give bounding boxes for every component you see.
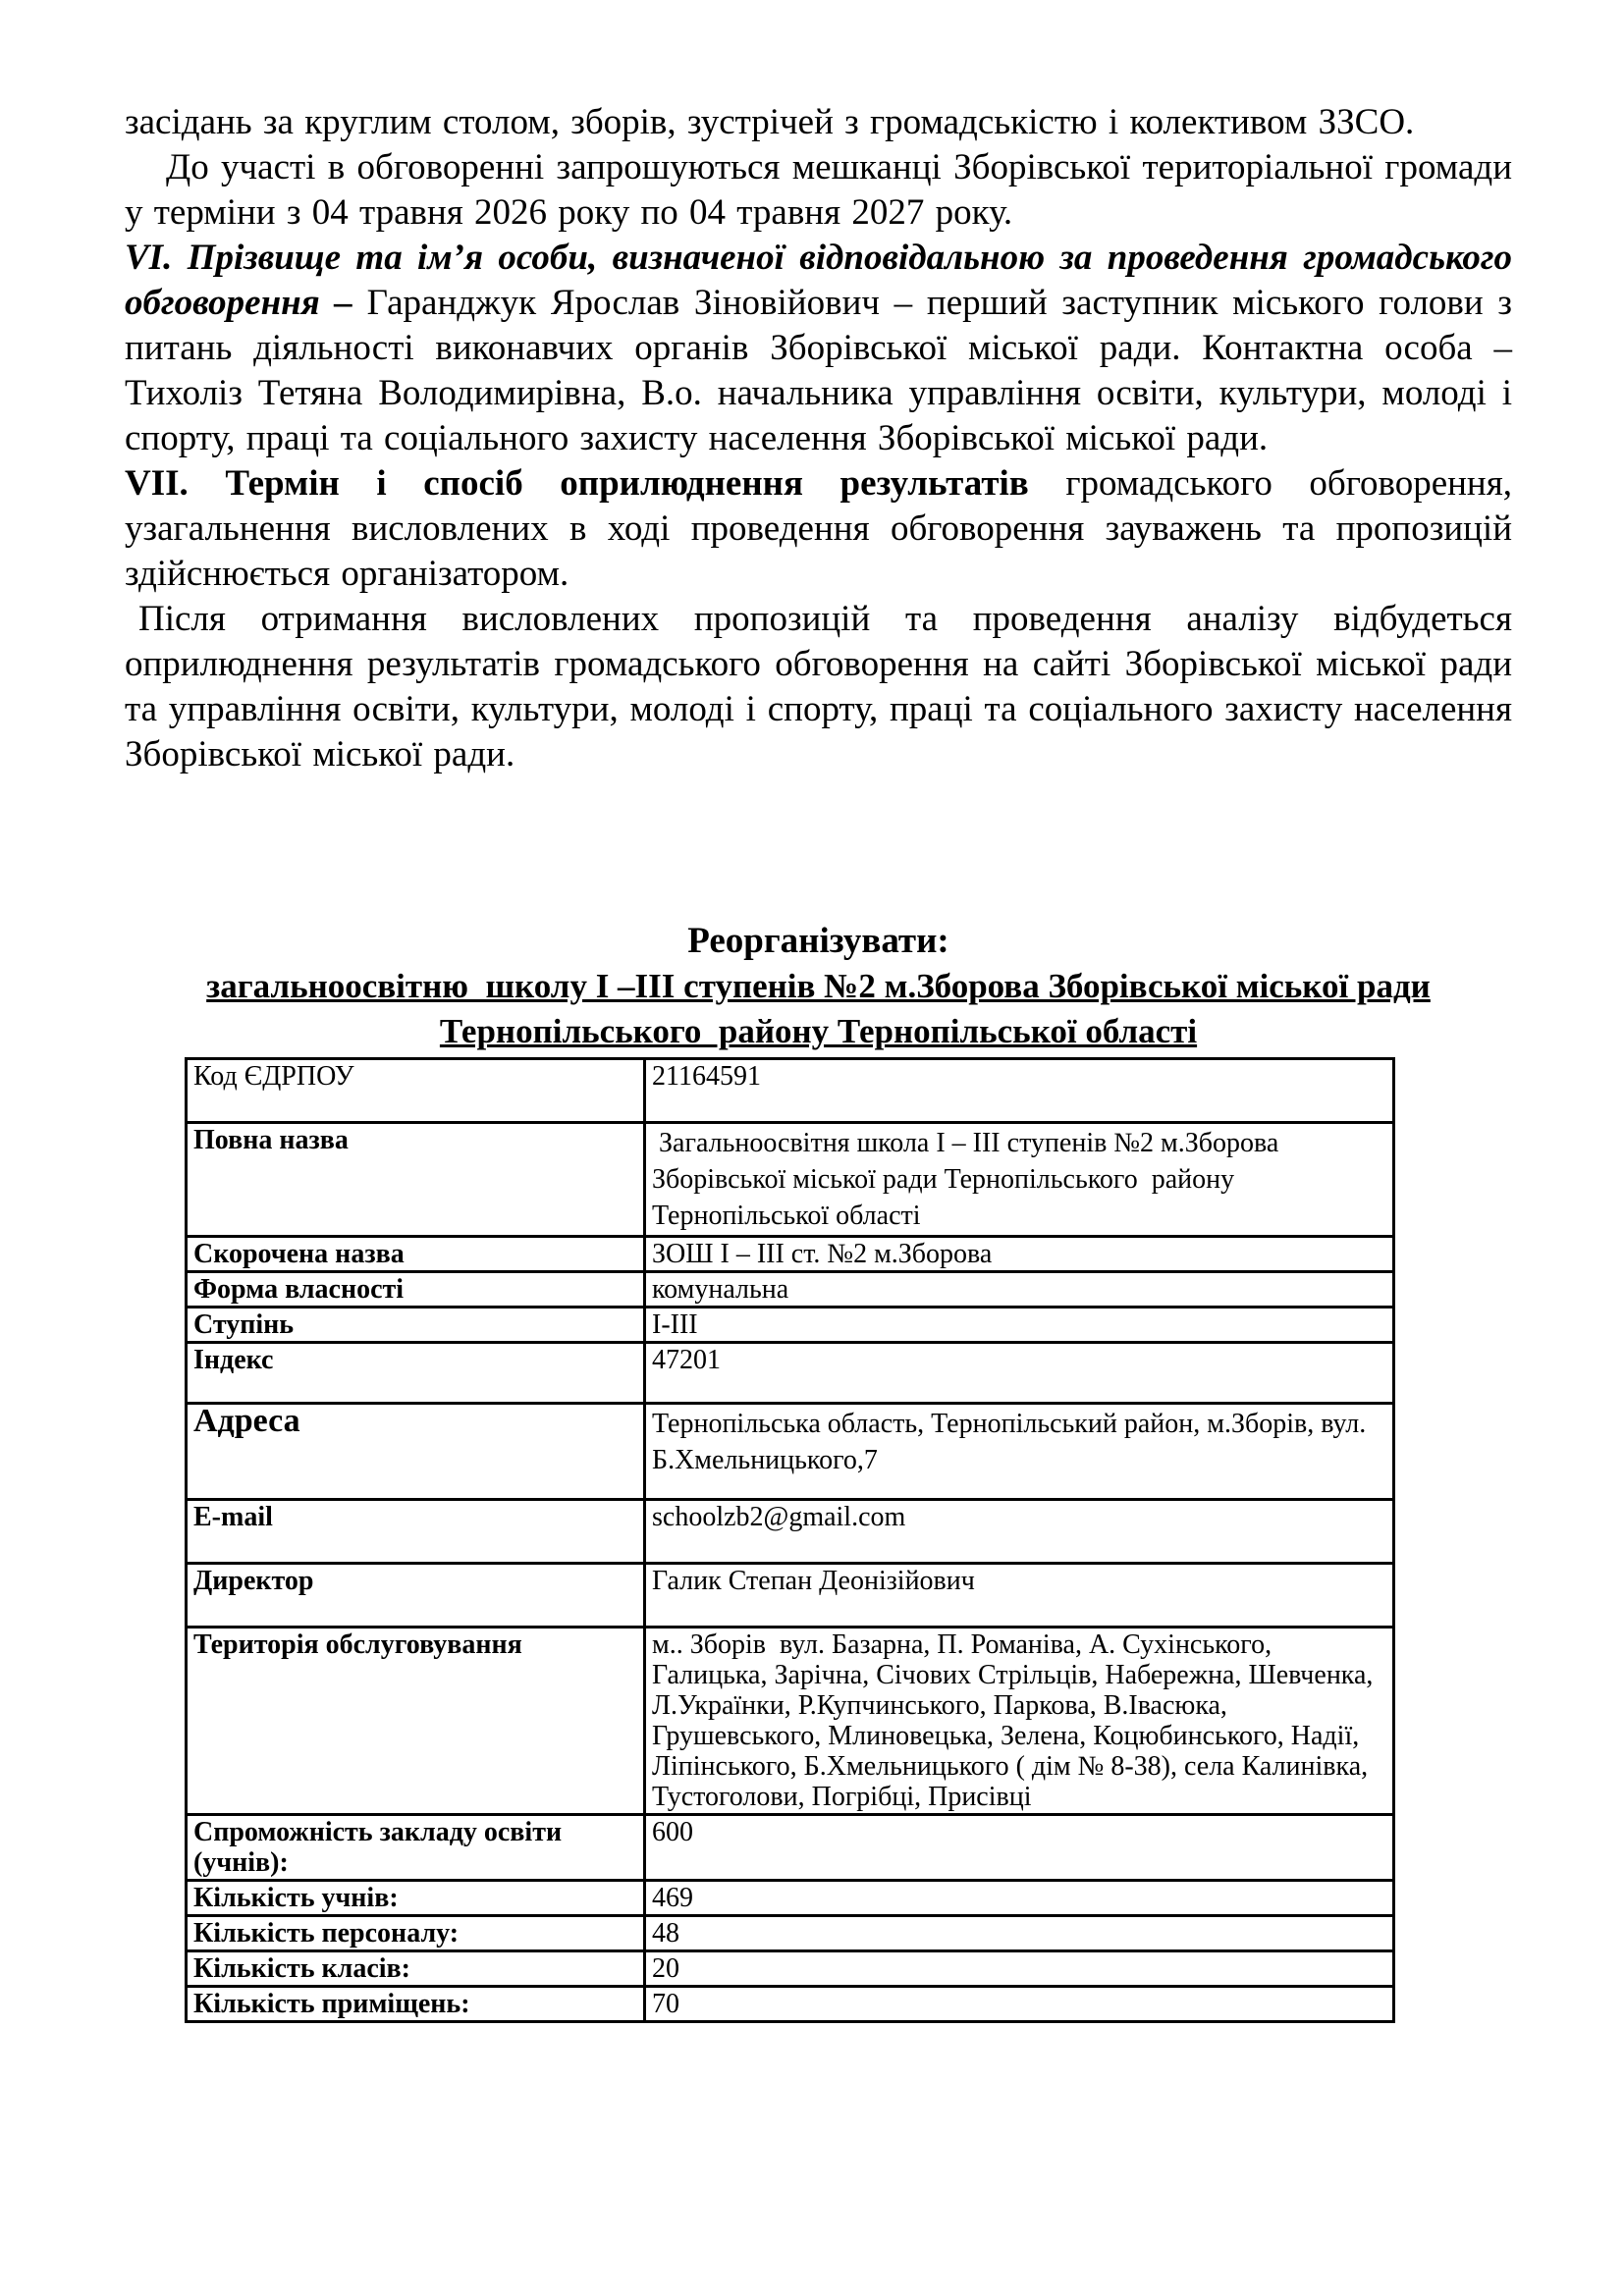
table-row-email	[187, 1500, 1394, 1564]
row-value: schoolzb2@gmail.com	[645, 1500, 1394, 1564]
table-row-postal-index	[187, 1343, 1394, 1404]
row-label: Ступінь	[187, 1308, 645, 1343]
section-vii-heading: VII. Термін і спосіб оприлюднення результатів	[125, 463, 1066, 504]
table-row-rooms-count	[187, 1987, 1394, 2022]
row-value: 600	[645, 1815, 1394, 1881]
paragraph-text: засідань за круглим столом, зборів, зустрічей з громадськістю і колективом ЗЗСО.	[125, 102, 1415, 142]
paragraph-text: Після отримання висловлених пропозицій та проведення аналізу відбудеться оприлюднення результатів громадського обговорення на сайті Зборівської міської ради та управління освіти, культури, молоді і спорту, праці та соціального захисту населення Зборівської міської ради.	[125, 599, 1512, 774]
paragraph-participation	[125, 145, 1512, 236]
table-row-students-count	[187, 1881, 1394, 1916]
paragraph-text: громадського обговорення, узагальнення висловлених в ході проведення обговорення зауважень та пропозицій здійснюється організатором.	[125, 463, 1512, 594]
row-value: 20	[645, 1951, 1394, 1987]
table-row-short-name	[187, 1237, 1394, 1272]
school-info-table	[185, 1057, 1395, 2023]
row-value: 70	[645, 1987, 1394, 2022]
section-vii	[125, 461, 1512, 597]
table-row-ownership-form	[187, 1272, 1394, 1308]
subtitle-text: Тернопільського району Тернопільської області	[439, 1012, 1198, 1050]
row-label: Кількість класів:	[187, 1951, 645, 1987]
document-content	[125, 100, 1512, 2023]
row-value: Тернопільська область, Тернопільський район, м.Зборів, вул. Б.Хмельницького,7	[645, 1404, 1394, 1500]
row-value: комунальна	[645, 1272, 1394, 1308]
row-label: Кількість приміщень:	[187, 1987, 645, 2022]
school-subtitle-line1	[125, 964, 1512, 1009]
row-value: м.. Зборів вул. Базарна, П. Романіва, А. Сухінського, Галицька, Зарічна, Січових Стрільців, Набережна, Шевченка, Л.Українки, Р.Купчинського, Паркова, В.Івасюка, Грушевського, Млиновецька, Зелена, Коцюбинського, Надії, Ліпінського, Б.Хмельницького ( дім № 8-38), села Калинівка, Тустоголови, Погрібці, Присівці	[645, 1628, 1394, 1815]
row-label: Спроможність закладу освіти (учнів):	[187, 1815, 645, 1881]
table-row-full-name	[187, 1123, 1394, 1237]
row-label: Кількість учнів:	[187, 1881, 645, 1916]
table-row-staff-count	[187, 1916, 1394, 1951]
row-label: Адреса	[187, 1404, 645, 1500]
row-value: 469	[645, 1881, 1394, 1916]
row-label: Повна назва	[187, 1123, 645, 1237]
row-value: І-ІІІ	[645, 1308, 1394, 1343]
row-value: 47201	[645, 1343, 1394, 1404]
paragraph-text: Гаранджук Ярослав Зіновійович – перший заступник міського голови з питань діяльності виконавчих органів Зборівської міської ради. Контактна особа – Тихоліз Тетяна Володимирівна, В.о. начальника управління освіти, культури, молоді і спорту, праці та соціального захисту населення Зборівської міської ради.	[125, 283, 1513, 458]
section-vi-heading: VI. Прізвище та ім’я особи, визначеної відповідальною за проведення громадського обговорення –	[125, 238, 1512, 323]
paragraph-zzso	[125, 100, 1512, 145]
row-label: Кількість персоналу:	[187, 1916, 645, 1951]
reorganize-heading: Реорганізувати:	[687, 921, 949, 961]
row-label: Код ЄДРПОУ	[187, 1059, 645, 1123]
row-value: Загальноосвітня школа І – ІІІ ступенів №2 м.Зборова Зборівської міської ради Тернопільського району Тернопільської області	[645, 1123, 1394, 1237]
table-row-degree	[187, 1308, 1394, 1343]
row-value: 21164591	[645, 1059, 1394, 1123]
table-row-service-territory	[187, 1628, 1394, 1815]
row-label: Територія обслуговування	[187, 1628, 645, 1815]
row-value: Галик Степан Деонізійович	[645, 1564, 1394, 1628]
subtitle-text: загальноосвітню школу І –ІІІ ступенів №2 м.Зборова Зборівської міської ради	[206, 967, 1431, 1005]
row-label: Директор	[187, 1564, 645, 1628]
row-label: Індекс	[187, 1343, 645, 1404]
section-vi	[125, 236, 1512, 461]
table-row-address	[187, 1404, 1394, 1500]
table-row-classes-count	[187, 1951, 1394, 1987]
table-row-capacity	[187, 1815, 1394, 1881]
vertical-spacer	[125, 777, 1512, 919]
school-subtitle-line2	[125, 1009, 1512, 1054]
row-label: Скорочена назва	[187, 1237, 645, 1272]
row-label: Форма власності	[187, 1272, 645, 1308]
row-value: ЗОШ І – ІІІ ст. №2 м.Зборова	[645, 1237, 1394, 1272]
row-value: 48	[645, 1916, 1394, 1951]
table-row-edrpou-code	[187, 1059, 1394, 1123]
row-label: E-mail	[187, 1500, 645, 1564]
paragraph-text: До участі в обговоренні запрошуються мешканці Зборівської територіальної громади у терміни з 04 травня 2026 року по 04 травня 2027 року.	[125, 147, 1512, 233]
table-row-director	[187, 1564, 1394, 1628]
paragraph-results	[125, 597, 1512, 777]
